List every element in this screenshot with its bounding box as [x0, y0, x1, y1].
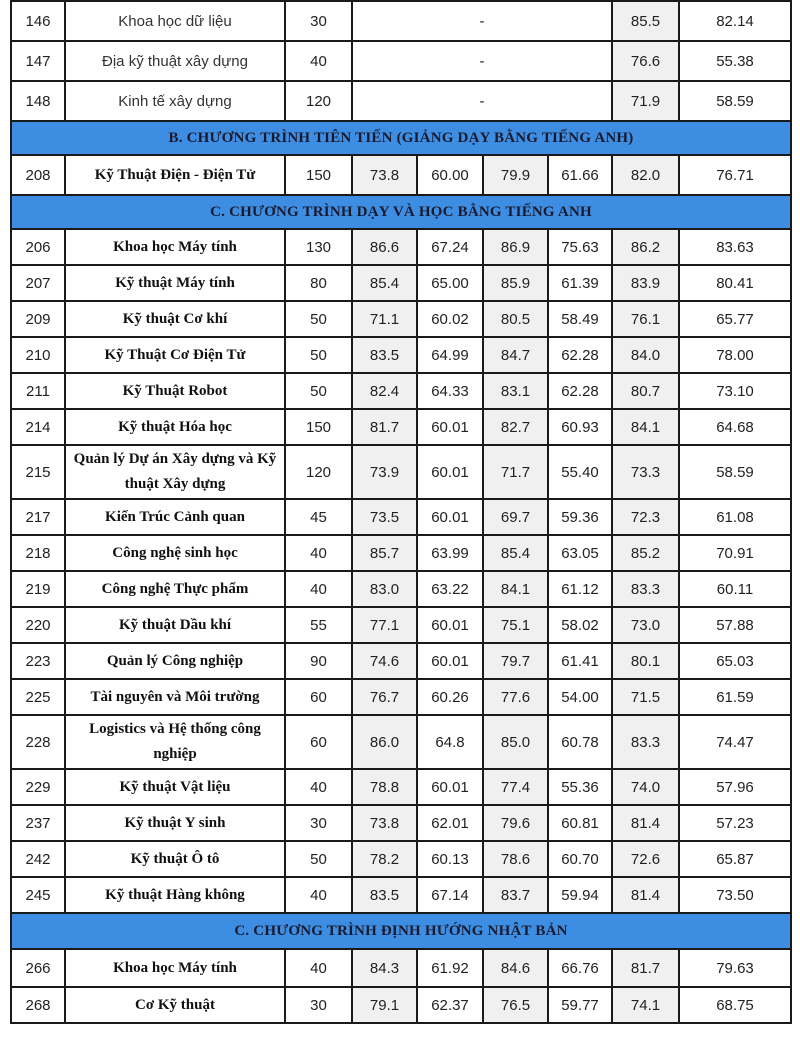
- score-cell: 61.08: [679, 499, 791, 535]
- score-cell: 60.01: [417, 769, 483, 805]
- table-body: [11, 0, 791, 1023]
- no-data-cell: -: [352, 1, 612, 41]
- score-cell: 59.36: [548, 499, 612, 535]
- table-row: [11, 769, 791, 805]
- table-row: [11, 265, 791, 301]
- program-name-cell: Khoa học dữ liệu: [65, 1, 285, 41]
- score-cell: 59.94: [548, 877, 612, 913]
- score-cell: 63.22: [417, 571, 483, 607]
- score-cell: 64.8: [417, 715, 483, 769]
- table-row: [11, 41, 791, 81]
- score-cell: 54.00: [548, 679, 612, 715]
- section-header-row: [11, 913, 791, 949]
- score-cell: 75.63: [548, 229, 612, 265]
- program-name-cell: Công nghệ sinh học: [65, 535, 285, 571]
- table-row: [11, 715, 791, 769]
- program-name-cell: Kỹ thuật Vật liệu: [65, 769, 285, 805]
- score-cell: 58.59: [679, 445, 791, 499]
- score-cell: 82.4: [352, 373, 417, 409]
- score-cell: 80.7: [612, 373, 679, 409]
- score-cell: 60.02: [417, 301, 483, 337]
- score-cell: 71.5: [612, 679, 679, 715]
- quota-cell: 30: [285, 805, 352, 841]
- score-cell: 82.7: [483, 409, 548, 445]
- score-cell: 83.7: [483, 877, 548, 913]
- score-cell: 83.5: [352, 877, 417, 913]
- score-cell: 84.7: [483, 337, 548, 373]
- section-header-row: [11, 121, 791, 155]
- score-cell: 63.05: [548, 535, 612, 571]
- score-cell: 84.1: [612, 409, 679, 445]
- score-cell: 77.4: [483, 769, 548, 805]
- table-row: [11, 445, 791, 499]
- score-cell: 60.01: [417, 607, 483, 643]
- score-cell: 60.78: [548, 715, 612, 769]
- table-row: [11, 987, 791, 1023]
- no-data-cell: -: [352, 41, 612, 81]
- score-cell: 61.39: [548, 265, 612, 301]
- score-cell: 84.0: [612, 337, 679, 373]
- program-code-cell: 229: [11, 769, 65, 805]
- score-cell: 73.50: [679, 877, 791, 913]
- score-cell: 79.7: [483, 643, 548, 679]
- table-row: [11, 409, 791, 445]
- program-code-cell: 211: [11, 373, 65, 409]
- program-name-cell: Kỹ Thuật Cơ Điện Tử: [65, 337, 285, 373]
- score-cell: 80.1: [612, 643, 679, 679]
- program-code-cell: 147: [11, 41, 65, 81]
- score-cell: 86.0: [352, 715, 417, 769]
- score-cell: 79.6: [483, 805, 548, 841]
- score-cell: 62.01: [417, 805, 483, 841]
- score-cell: 60.26: [417, 679, 483, 715]
- score-cell: 72.6: [612, 841, 679, 877]
- score-cell: 74.0: [612, 769, 679, 805]
- program-code-cell: 217: [11, 499, 65, 535]
- quota-cell: 130: [285, 229, 352, 265]
- table-row: [11, 805, 791, 841]
- quota-cell: 90: [285, 643, 352, 679]
- score-cell: 58.59: [679, 81, 791, 121]
- quota-cell: 80: [285, 265, 352, 301]
- score-cell: 83.5: [352, 337, 417, 373]
- score-cell: 76.6: [612, 41, 679, 81]
- quota-cell: 50: [285, 841, 352, 877]
- quota-cell: 40: [285, 949, 352, 987]
- score-cell: 85.2: [612, 535, 679, 571]
- program-code-cell: 268: [11, 987, 65, 1023]
- program-code-cell: 214: [11, 409, 65, 445]
- score-cell: 67.24: [417, 229, 483, 265]
- quota-cell: 40: [285, 877, 352, 913]
- score-cell: 80.41: [679, 265, 791, 301]
- score-cell: 64.33: [417, 373, 483, 409]
- score-cell: 57.88: [679, 607, 791, 643]
- score-cell: 55.36: [548, 769, 612, 805]
- score-cell: 71.1: [352, 301, 417, 337]
- program-code-cell: 225: [11, 679, 65, 715]
- score-cell: 73.3: [612, 445, 679, 499]
- score-cell: 61.41: [548, 643, 612, 679]
- score-cell: 83.3: [612, 571, 679, 607]
- program-name-cell: Kỹ thuật Cơ khí: [65, 301, 285, 337]
- program-name-cell: Kỹ thuật Hóa học: [65, 409, 285, 445]
- score-cell: 57.96: [679, 769, 791, 805]
- table-row: [11, 949, 791, 987]
- program-name-cell: Cơ Kỹ thuật: [65, 987, 285, 1023]
- score-cell: 76.5: [483, 987, 548, 1023]
- score-cell: 60.01: [417, 499, 483, 535]
- table-row: [11, 535, 791, 571]
- table-row: [11, 337, 791, 373]
- score-cell: 73.10: [679, 373, 791, 409]
- program-code-cell: 242: [11, 841, 65, 877]
- program-code-cell: 209: [11, 301, 65, 337]
- score-cell: 63.99: [417, 535, 483, 571]
- score-cell: 80.5: [483, 301, 548, 337]
- score-cell: 74.47: [679, 715, 791, 769]
- program-name-cell: Tài nguyên và Môi trường: [65, 679, 285, 715]
- score-cell: 83.0: [352, 571, 417, 607]
- section-header-row: [11, 195, 791, 229]
- section-title: C. CHƯƠNG TRÌNH ĐỊNH HƯỚNG NHẬT BẢN: [11, 913, 791, 949]
- score-cell: 67.14: [417, 877, 483, 913]
- score-cell: 81.4: [612, 877, 679, 913]
- quota-cell: 120: [285, 81, 352, 121]
- score-cell: 65.77: [679, 301, 791, 337]
- score-cell: 61.59: [679, 679, 791, 715]
- score-cell: 70.91: [679, 535, 791, 571]
- score-cell: 55.38: [679, 41, 791, 81]
- score-cell: 76.71: [679, 155, 791, 195]
- program-code-cell: 207: [11, 265, 65, 301]
- program-code-cell: 245: [11, 877, 65, 913]
- score-cell: 84.1: [483, 571, 548, 607]
- quota-cell: 50: [285, 337, 352, 373]
- score-cell: 86.9: [483, 229, 548, 265]
- score-cell: 79.63: [679, 949, 791, 987]
- score-cell: 85.4: [483, 535, 548, 571]
- score-cell: 59.77: [548, 987, 612, 1023]
- score-cell: 58.02: [548, 607, 612, 643]
- quota-cell: 50: [285, 373, 352, 409]
- program-code-cell: 146: [11, 1, 65, 41]
- program-name-cell: Địa kỹ thuật xây dựng: [65, 41, 285, 81]
- quota-cell: 40: [285, 571, 352, 607]
- score-cell: 85.4: [352, 265, 417, 301]
- section-title: B. CHƯƠNG TRÌNH TIÊN TIẾN (GIẢNG DẠY BẰNG TIẾNG ANH): [11, 121, 791, 155]
- table-row: [11, 1, 791, 41]
- quota-cell: 120: [285, 445, 352, 499]
- score-cell: 81.7: [352, 409, 417, 445]
- quota-cell: 55: [285, 607, 352, 643]
- program-code-cell: 219: [11, 571, 65, 607]
- quota-cell: 40: [285, 535, 352, 571]
- score-cell: 69.7: [483, 499, 548, 535]
- program-name-cell: Quản lý Dự án Xây dựng và Kỹ thuật Xây dựng: [65, 445, 285, 499]
- score-cell: 75.1: [483, 607, 548, 643]
- program-name-cell: Công nghệ Thực phẩm: [65, 571, 285, 607]
- score-cell: 77.6: [483, 679, 548, 715]
- admission-score-table-container: [10, 0, 790, 1024]
- quota-cell: 30: [285, 1, 352, 41]
- score-cell: 73.8: [352, 805, 417, 841]
- quota-cell: 60: [285, 715, 352, 769]
- score-cell: 83.1: [483, 373, 548, 409]
- program-name-cell: Kiến Trúc Cảnh quan: [65, 499, 285, 535]
- score-cell: 61.66: [548, 155, 612, 195]
- program-name-cell: Kỹ Thuật Robot: [65, 373, 285, 409]
- score-cell: 82.0: [612, 155, 679, 195]
- quota-cell: 45: [285, 499, 352, 535]
- program-name-cell: Kinh tế xây dựng: [65, 81, 285, 121]
- quota-cell: 60: [285, 679, 352, 715]
- program-code-cell: 237: [11, 805, 65, 841]
- table-row: [11, 155, 791, 195]
- score-cell: 84.6: [483, 949, 548, 987]
- score-cell: 71.7: [483, 445, 548, 499]
- table-row: [11, 643, 791, 679]
- score-cell: 66.76: [548, 949, 612, 987]
- score-cell: 79.1: [352, 987, 417, 1023]
- table-row: [11, 679, 791, 715]
- score-cell: 81.7: [612, 949, 679, 987]
- program-code-cell: 223: [11, 643, 65, 679]
- score-cell: 73.0: [612, 607, 679, 643]
- score-cell: 60.01: [417, 445, 483, 499]
- score-cell: 62.28: [548, 373, 612, 409]
- score-cell: 78.8: [352, 769, 417, 805]
- quota-cell: 30: [285, 987, 352, 1023]
- score-cell: 60.70: [548, 841, 612, 877]
- score-cell: 86.2: [612, 229, 679, 265]
- score-cell: 60.01: [417, 643, 483, 679]
- score-cell: 65.03: [679, 643, 791, 679]
- quota-cell: 40: [285, 769, 352, 805]
- quota-cell: 150: [285, 155, 352, 195]
- program-code-cell: 266: [11, 949, 65, 987]
- section-title: C. CHƯƠNG TRÌNH DẠY VÀ HỌC BẰNG TIẾNG ANH: [11, 195, 791, 229]
- score-cell: 65.00: [417, 265, 483, 301]
- program-name-cell: Kỹ Thuật Điện - Điện Tử: [65, 155, 285, 195]
- score-cell: 61.92: [417, 949, 483, 987]
- program-code-cell: 208: [11, 155, 65, 195]
- program-name-cell: Logistics và Hệ thống công nghiệp: [65, 715, 285, 769]
- score-cell: 55.40: [548, 445, 612, 499]
- score-cell: 65.87: [679, 841, 791, 877]
- score-cell: 62.37: [417, 987, 483, 1023]
- score-cell: 85.5: [612, 1, 679, 41]
- quota-cell: 40: [285, 41, 352, 81]
- score-cell: 82.14: [679, 1, 791, 41]
- quota-cell: 150: [285, 409, 352, 445]
- program-name-cell: Kỹ thuật Y sinh: [65, 805, 285, 841]
- score-cell: 83.63: [679, 229, 791, 265]
- program-name-cell: Kỹ thuật Máy tính: [65, 265, 285, 301]
- program-name-cell: Quản lý Công nghiệp: [65, 643, 285, 679]
- score-cell: 58.49: [548, 301, 612, 337]
- table-row: [11, 877, 791, 913]
- score-cell: 84.3: [352, 949, 417, 987]
- score-cell: 79.9: [483, 155, 548, 195]
- score-cell: 78.00: [679, 337, 791, 373]
- program-code-cell: 215: [11, 445, 65, 499]
- score-cell: 60.00: [417, 155, 483, 195]
- program-code-cell: 220: [11, 607, 65, 643]
- program-code-cell: 210: [11, 337, 65, 373]
- no-data-cell: -: [352, 81, 612, 121]
- table-row: [11, 841, 791, 877]
- quota-cell: 50: [285, 301, 352, 337]
- table-row: [11, 571, 791, 607]
- program-name-cell: Kỹ thuật Ô tô: [65, 841, 285, 877]
- score-cell: 86.6: [352, 229, 417, 265]
- table-row: [11, 229, 791, 265]
- score-cell: 60.01: [417, 409, 483, 445]
- score-cell: 74.1: [612, 987, 679, 1023]
- score-cell: 60.13: [417, 841, 483, 877]
- score-cell: 83.9: [612, 265, 679, 301]
- program-code-cell: 148: [11, 81, 65, 121]
- table-row: [11, 607, 791, 643]
- program-code-cell: 228: [11, 715, 65, 769]
- score-cell: 78.2: [352, 841, 417, 877]
- program-code-cell: 218: [11, 535, 65, 571]
- score-cell: 77.1: [352, 607, 417, 643]
- admission-score-table: [10, 0, 792, 1024]
- score-cell: 74.6: [352, 643, 417, 679]
- score-cell: 61.12: [548, 571, 612, 607]
- score-cell: 72.3: [612, 499, 679, 535]
- score-cell: 64.99: [417, 337, 483, 373]
- score-cell: 71.9: [612, 81, 679, 121]
- table-row: [11, 301, 791, 337]
- program-name-cell: Kỹ thuật Hàng không: [65, 877, 285, 913]
- program-name-cell: Khoa học Máy tính: [65, 949, 285, 987]
- score-cell: 85.9: [483, 265, 548, 301]
- program-name-cell: Khoa học Máy tính: [65, 229, 285, 265]
- score-cell: 81.4: [612, 805, 679, 841]
- score-cell: 57.23: [679, 805, 791, 841]
- score-cell: 60.93: [548, 409, 612, 445]
- score-cell: 85.7: [352, 535, 417, 571]
- score-cell: 76.7: [352, 679, 417, 715]
- score-cell: 73.5: [352, 499, 417, 535]
- score-cell: 60.11: [679, 571, 791, 607]
- table-row: [11, 373, 791, 409]
- score-cell: 85.0: [483, 715, 548, 769]
- score-cell: 60.81: [548, 805, 612, 841]
- program-code-cell: 206: [11, 229, 65, 265]
- score-cell: 68.75: [679, 987, 791, 1023]
- table-row: [11, 81, 791, 121]
- score-cell: 64.68: [679, 409, 791, 445]
- score-cell: 73.9: [352, 445, 417, 499]
- score-cell: 83.3: [612, 715, 679, 769]
- program-name-cell: Kỹ thuật Dầu khí: [65, 607, 285, 643]
- score-cell: 76.1: [612, 301, 679, 337]
- score-cell: 62.28: [548, 337, 612, 373]
- score-cell: 78.6: [483, 841, 548, 877]
- table-row: [11, 499, 791, 535]
- score-cell: 73.8: [352, 155, 417, 195]
